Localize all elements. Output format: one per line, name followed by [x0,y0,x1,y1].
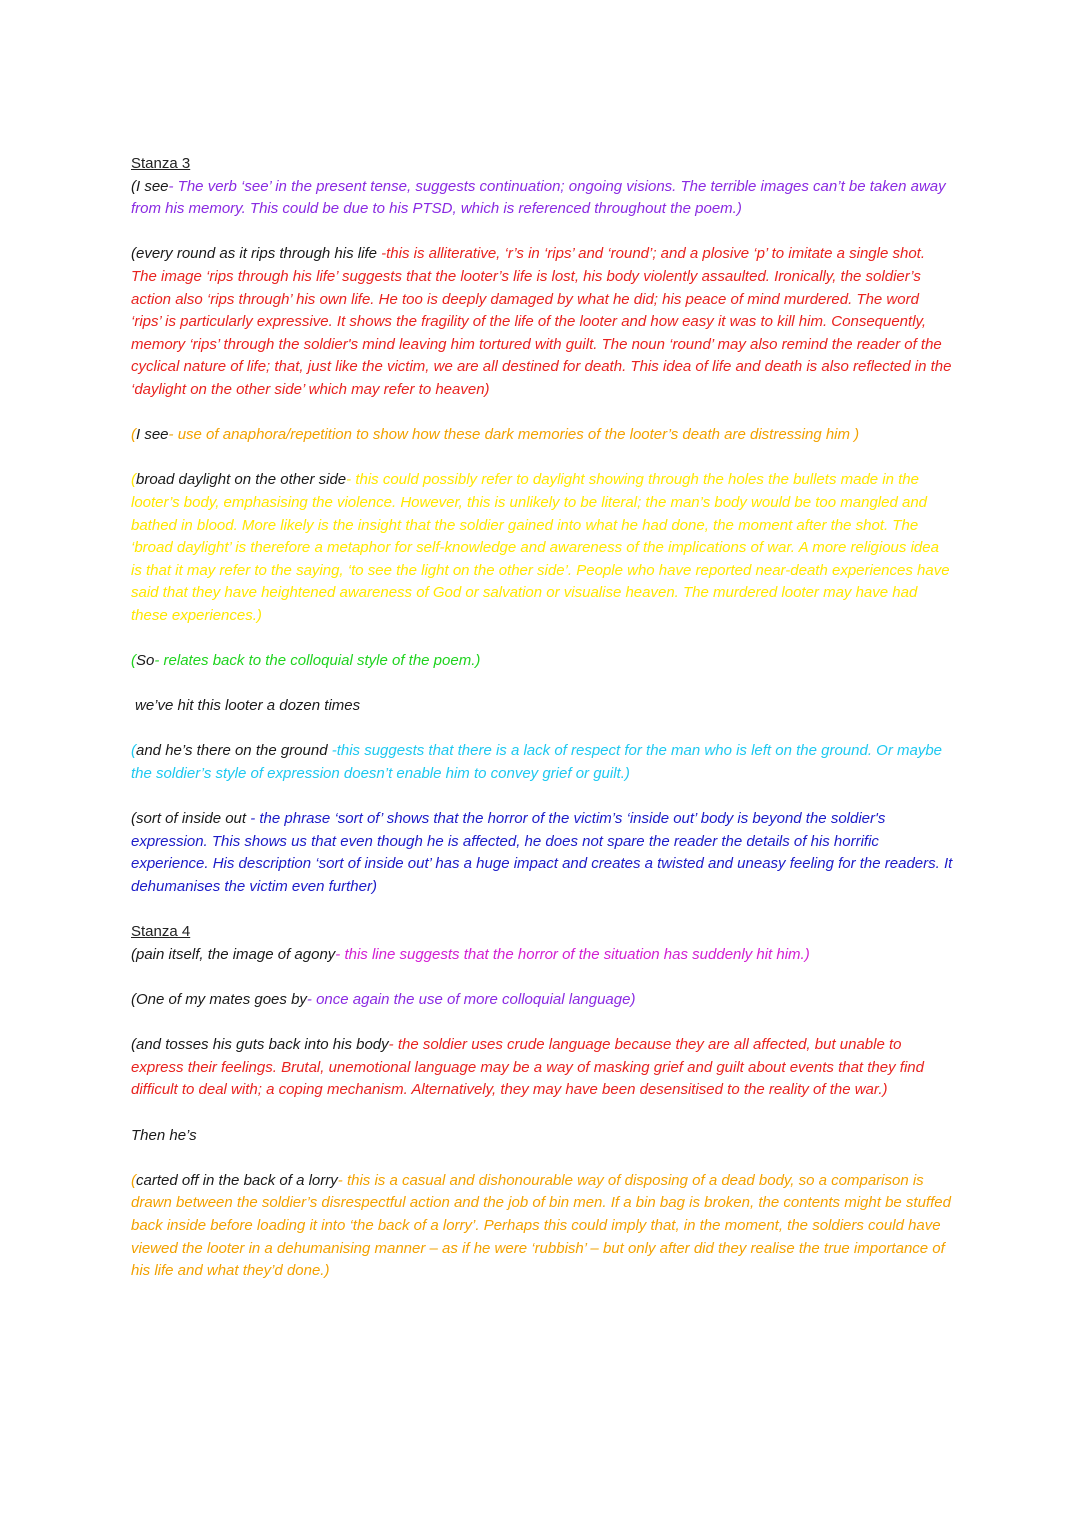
annotation-note: -this is alliterative, ‘r’s in ‘rips’ and ‘round’; and a plosive ‘p’ to imitate a single shot. The image ‘rips through his life’ suggests that the looter’s life is lost, his body violently assaulted. Ironically, the soldier’s action also ‘rips through’ his own life. He too is deeply damaged by what he did; his peace of mind murdered. The word ‘rips’ is particularly expressive. It shows the fragility of the life of the looter and how easy it was to kill him. Consequently, memory ‘rips’ through the soldier's mind leaving him tortured with guilt. The noun ‘round’ may also remind the reader of the cyclical nature of life; that, just like the victim, we are all destined for death. This idea of life and death is also reflected in the ‘daylight on the other side’ which may refer to heaven) [131,245,952,398]
annotation-note: -this suggests that there is a lack of respect for the man who is left on the ground. Or maybe the soldier’s style of expression doesn’t enable him to convey grief or guilt.) [131,742,943,783]
annotation-i-see-repetition [131,424,953,447]
annotation-note: - the soldier uses crude language because they are all affected, but unable to express their feelings. Brutal, unemotional language may be a way of masking grief and guilt about events that they find difficult to deal with; a coping mechanism. Alternatively, they may have been desensitised to the reality of the war.) [131,1036,924,1099]
quote-text: and he’s there on the ground [136,742,328,760]
stanza-3-heading: Stanza 3 [131,155,191,172]
quote-text: (sort of inside out [131,810,247,828]
quote-text: (every round as it rips through his life [131,245,377,263]
quote-text: (pain itself, the image of agony [131,945,336,963]
quote-text: broad daylight on the other side [136,471,347,489]
quote-text: (One of my mates goes by [131,990,307,1008]
poem-line-looter [131,695,953,718]
annotation-every-round [131,243,953,401]
quote-text: (and tosses his guts back into his body [131,1036,389,1054]
annotation-pain-itself [131,944,953,967]
open-paren: ( [131,742,136,760]
annotation-note: - this is a casual and dishonourable way of disposing of a dead body, so a comparison is drawn between the soldier’s disrespectful action and the job of bin men. If a bin bag is broken, the contents might be stuffed back inside before loading it into ‘the back of a lorry’. Perhaps this could imply that, in the moment, the soldiers could have viewed the looter in a dehumanising manner – as if he were ‘rubbish’ – but only after did they realise the true importance of his life and what they’d done.) [131,1171,951,1280]
document-page [131,153,953,1283]
annotation-note: - once again the use of more colloquial language) [306,990,636,1008]
quote-text: So [136,652,155,670]
quote-text: (I see [131,177,169,195]
annotation-note: - use of anaphora/repetition to show how these dark memories of the looter’s death are distressing him ) [168,426,860,444]
annotation-note: - relates back to the colloquial style of the poem.) [154,652,481,670]
quote-text: Then he’s [131,1126,197,1144]
quote-text: I see [136,426,169,444]
annotation-so [131,650,953,673]
quote-text: we’ve hit this looter a dozen times [135,697,361,715]
annotation-on-the-ground [131,740,953,785]
open-paren: ( [131,471,136,489]
annotation-carted-off [131,1170,953,1283]
open-paren: ( [131,426,136,444]
annotation-note: - The verb ‘see’ in the present tense, suggests continuation; ongoing visions. The terrible images can’t be taken away from his memory. This could be due to his PTSD, which is referenced throughout the poem.) [131,177,946,218]
annotation-inside-out [131,808,953,898]
annotation-i-see [131,176,953,221]
annotation-tosses-guts [131,1034,953,1102]
open-paren: ( [131,1171,136,1189]
annotation-note: - this line suggests that the horror of the situation has suddenly hit him.) [335,945,810,963]
open-paren: ( [131,652,136,670]
stanza-4-heading: Stanza 4 [131,923,191,941]
annotation-mates-goes-by [131,989,953,1012]
annotation-broad-daylight [131,469,953,627]
annotation-note: - the phrase ‘sort of’ shows that the horror of the victim’s ‘inside out’ body is beyond the soldier's expression. This shows us that even though he is affected, he does not spare the reader the details of his horrific experience. His description ‘sort of inside out’ has a huge impact and creates a twisted and uneasy feeling for the readers. It dehumanises the victim even further) [131,810,953,895]
quote-text: carted off in the back of a lorry [136,1171,338,1189]
poem-line-then-hes [131,1125,953,1148]
annotation-note: - this could possibly refer to daylight showing through the holes the bullets made in the looter’s body, emphasising the violence. However, this is unlikely to be literal; the man’s body would be too mangled and bathed in blood. More likely is the insight that the soldier gained into what he had done, the moment after the shot. The ‘broad daylight’ is therefore a metaphor for self-knowledge and awareness of the implications of war. A more religious idea is that it may refer to the saying, ‘to see the light on the other side’. People who have reported near-death experiences have said that they have heightened awareness of God or salvation or visualise heaven. The murdered looter may have had these experiences.) [131,471,950,624]
